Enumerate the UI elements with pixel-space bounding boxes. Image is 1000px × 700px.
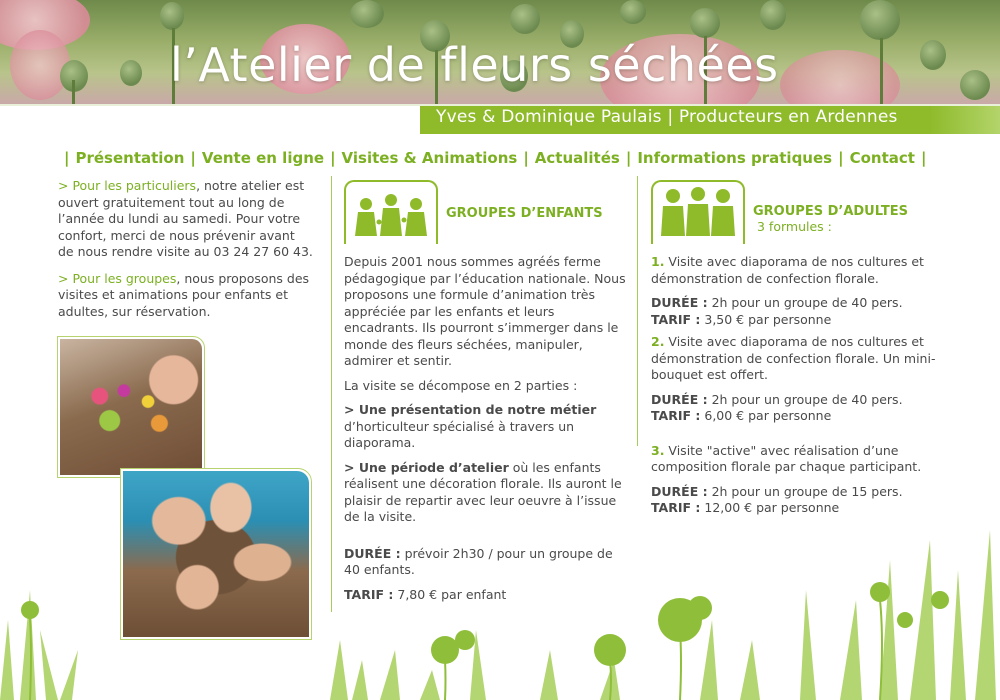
nav-separator: | xyxy=(190,149,196,167)
children-parts-intro: La visite se décompose en 2 parties : xyxy=(344,377,578,393)
formule-1-text: Visite avec diaporama de nos cultures et démonstration de confection florale. xyxy=(651,254,924,286)
formule-1-number: 1. xyxy=(651,254,665,269)
formule-1-details xyxy=(651,295,941,328)
formule-3-number: 3. xyxy=(651,442,665,458)
children-group-icon xyxy=(344,180,438,244)
groupes-text: , nous proposons des visites et animations pour enfants et adultes, sur réservation. xyxy=(58,270,310,319)
formule-2-duree-label: DURÉE : xyxy=(651,391,708,407)
children-hands-photo xyxy=(120,468,312,640)
formule-2-number: 2. xyxy=(651,334,665,349)
particuliers-paragraph xyxy=(58,178,314,261)
formule-3-tarif-label: TARIF : xyxy=(651,500,701,515)
adults-title: GROUPES D’ADULTES xyxy=(753,204,908,219)
children-tarif xyxy=(344,587,630,604)
main-nav xyxy=(58,147,958,169)
nav-separator: | xyxy=(523,149,529,167)
groupes-paragraph xyxy=(58,271,314,321)
nav-separator: | xyxy=(625,149,632,167)
formule-1-desc xyxy=(651,254,941,287)
nav-separator: | xyxy=(64,149,70,167)
nav-separator: | xyxy=(838,149,844,167)
formule-3-tarif: 12,00 € par personne xyxy=(700,500,840,515)
site-subtitle: Yves & Dominique Paulais | Producteurs en Ardennes xyxy=(436,107,898,127)
formule-3-duree-label: DURÉE : xyxy=(651,483,708,499)
formule-3-details xyxy=(651,484,941,517)
tarif-label: TARIF : xyxy=(344,586,394,602)
site-title: l’Atelier de fleurs séchées xyxy=(170,38,779,92)
formule-2-tarif-label: TARIF : xyxy=(651,408,701,423)
formule-1-duree: 2h pour un groupe de 40 pers. xyxy=(707,295,903,310)
children-header xyxy=(344,180,630,246)
particuliers-text: , notre atelier est ouvert gratuitement tout au long de l’année du lundi au samedi. Pour votre confort, merci de nous prévenir avant de nous rendre visite au 03 24 27 60 43. xyxy=(58,178,313,259)
part-2-text: où les enfants réalisent une décoration florale. Ils auront le plaisir de repartir avec leur oeuvre à l’issue de la visite. xyxy=(344,459,622,524)
formule-3-text: Visite "active" avec réalisation d’une composition florale par chaque participant. xyxy=(651,442,922,474)
formule-1-tarif-label: TARIF : xyxy=(651,311,701,327)
formule-2-text: Visite avec diaporama de nos cultures et démonstration de confection florale. Un mini-bouquet est offert. xyxy=(651,334,936,382)
nav-separator: | xyxy=(330,149,336,167)
duree-text: prévoir 2h30 / pour un groupe de 40 enfants. xyxy=(344,545,613,577)
children-part-2 xyxy=(344,460,630,526)
formule-1-tarif: 3,50 € par personne xyxy=(700,311,832,327)
nav-item-contact[interactable]: Contact xyxy=(849,149,915,167)
header-banner xyxy=(0,0,1000,104)
flowers-workshop-photo xyxy=(57,336,205,478)
duree-label: DURÉE : xyxy=(344,545,401,561)
children-duree xyxy=(344,546,630,579)
formule-2-details xyxy=(651,392,941,425)
nav-item-informations-pratiques[interactable]: Informations pratiques xyxy=(637,149,833,167)
adults-column xyxy=(651,180,941,525)
formule-2-tarif: 6,00 € par personne xyxy=(700,408,832,423)
column-divider xyxy=(331,176,332,612)
formule-1-duree-label: DURÉE : xyxy=(651,295,708,310)
children-intro: Depuis 2001 nous sommes agréés ferme pédagogique par l’éducation nationale. Nous proposons une formule d’animation très appréciée par les enfants et leurs encadrants. Ils pourront s’immerger dans le monde des fleurs séchées, manipuler, admirer et sentir. xyxy=(344,254,626,368)
column-divider xyxy=(637,176,638,446)
formule-2-desc xyxy=(651,334,941,384)
adults-group-icon xyxy=(651,180,745,244)
children-title: GROUPES D’ENFANTS xyxy=(446,206,603,221)
part-2-heading: > Une période d’atelier xyxy=(344,459,509,475)
nav-separator: | xyxy=(920,149,927,167)
formule-2-duree: 2h pour un groupe de 40 pers. xyxy=(707,391,903,407)
adults-subtitle: 3 formules : xyxy=(757,219,832,234)
nav-item-actualites[interactable]: Actualités xyxy=(534,149,620,167)
formule-3-desc xyxy=(651,443,941,476)
children-column xyxy=(344,180,630,611)
part-1-text: d’horticulteur spécialisé à travers un diaporama. xyxy=(344,418,575,450)
left-column xyxy=(58,178,314,330)
groupes-link[interactable]: > Pour les groupes xyxy=(58,270,177,286)
nav-item-presentation[interactable]: Présentation xyxy=(75,149,185,167)
nav-item-vente-en-ligne[interactable]: Vente en ligne xyxy=(201,149,325,167)
formule-3-duree: 2h pour un groupe de 15 pers. xyxy=(707,483,903,499)
tarif-text: 7,80 € par enfant xyxy=(393,586,507,602)
adults-header xyxy=(651,180,941,246)
part-1-heading: > Une présentation de notre métier xyxy=(344,402,597,417)
children-part-1 xyxy=(344,402,630,452)
particuliers-link[interactable]: > Pour les particuliers xyxy=(58,178,197,193)
nav-item-visites-animations[interactable]: Visites & Animations xyxy=(341,149,518,167)
